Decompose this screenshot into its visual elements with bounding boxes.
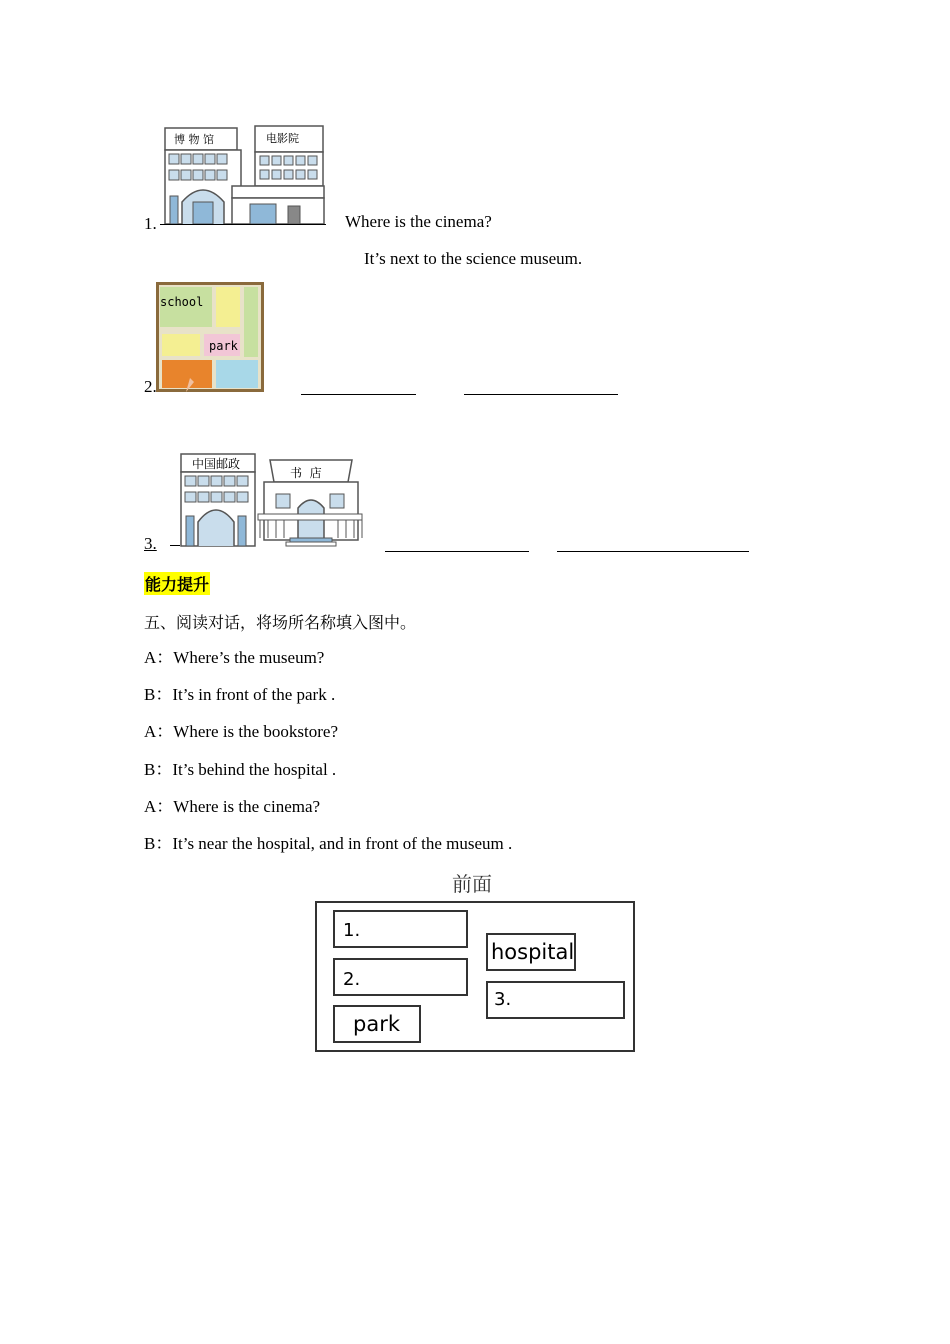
diagram-hospital-label: hospital (491, 940, 575, 964)
item3-image (178, 452, 364, 548)
diagram-box-2-label: 2. (343, 969, 361, 990)
dialogue-line: A：Where is the bookstore? (144, 722, 339, 741)
diagram-park-box (333, 1005, 421, 1043)
diagram-park-label: park (353, 1012, 400, 1036)
exercise-title: 五、阅读对话，将场所名称填入图中。 (144, 613, 417, 632)
item1-image (160, 122, 326, 226)
diagram-box-2[interactable] (333, 958, 468, 996)
item1-answer: It’s next to the science museum. (364, 249, 583, 268)
dialogue-line: B：It’s behind the hospital . (144, 760, 337, 779)
item3-image-baseline (170, 545, 180, 546)
item2-number: 2. (144, 377, 157, 396)
item2-blank-2[interactable] (464, 394, 618, 395)
map-label-school: school (160, 295, 204, 309)
item3-blank-1[interactable] (385, 551, 529, 552)
post-office-sign: 中国邮政 (192, 457, 241, 471)
diagram-box-1[interactable] (333, 910, 468, 948)
item2-map-image (156, 282, 264, 392)
dialogue-line: A：Where is the cinema? (144, 797, 321, 816)
map-label-park: park (209, 339, 238, 353)
diagram-box-3[interactable] (486, 981, 625, 1019)
item1-number: 1. (144, 214, 157, 233)
cinema-sign: 电影院 (266, 132, 299, 145)
diagram-hospital-box (486, 933, 576, 971)
item3-blank-2[interactable] (557, 551, 749, 552)
dialogue-line: B：It’s in front of the park . (144, 685, 336, 704)
diagram-front-label: 前面 (452, 872, 492, 896)
item1-question: Where is the cinema? (345, 212, 492, 231)
item3-number: 3. (144, 534, 157, 553)
museum-sign: 博 物 馆 (174, 133, 214, 146)
section-heading: 能力提升 (144, 572, 210, 595)
diagram-box-3-label: 3. (494, 989, 512, 1010)
bookstore-sign: 书 店 (290, 466, 322, 480)
item2-blank-1[interactable] (301, 394, 416, 395)
diagram-box-1-label: 1. (343, 920, 361, 941)
dialogue-line: A：Where’s the museum? (144, 648, 325, 667)
dialogue-line: B：It’s near the hospital, and in front of the museum . (144, 834, 513, 853)
